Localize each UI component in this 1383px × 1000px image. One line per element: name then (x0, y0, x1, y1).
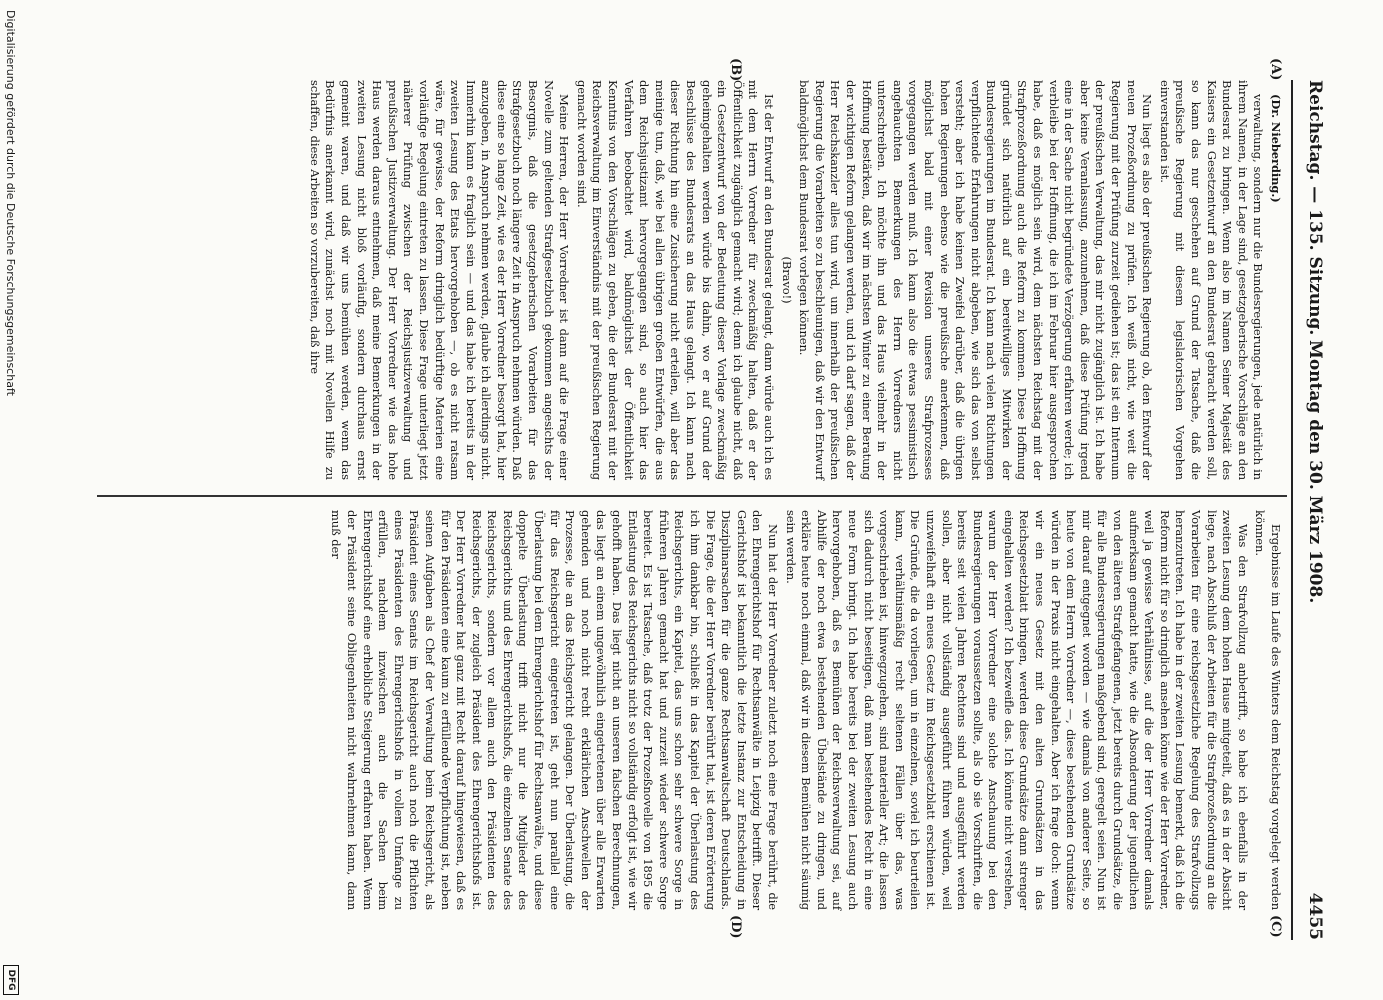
left-column (63, 80, 1283, 480)
marker-c: (C) (1268, 915, 1283, 938)
marker-b: (B) (728, 58, 743, 82)
marker-a: (A) (1268, 58, 1283, 81)
funding-notice: Digitalisierung gefördert durch die Deutsche Forschungsgemeinschaft (4, 10, 17, 396)
applause-note: (Bravo!) (779, 256, 794, 304)
left-paragraph: Nun liegt es also der preußischen Regierung ob, den Entwurf der neuen Prozeßordnung zu prüfen. Ich weiß nicht, wie weit die Regierung mit der Prüfung zurzeit gediehen ist; das ist ein Internum der preußischen Verwaltung, das mir nicht zugänglich ist. Ich habe aber keine Veranlassung, anzunehmen, daß diese Prüfung irgend eine in der Sache nicht begründete Verzögerung erfahren werde; ich verbleibe bei der Hoffnung, die ich im Februar hier ausgesprochen habe, daß es möglich sein wird, dem nächsten Reichstag mit der Strafprozeßordnung auch die Reform zu kommen. Diese Hoffnung gründet sich natürlich auf ein bereitwilliges Mitwirken der Bundesregierungen im Bundesrat. Ich kann nach vielen Richtungen verpflichtende Erfahrungen nicht abgeben, wie sich das von selbst versteht; aber ich habe keinen Zweifel darüber, daß die übrigen hohen Regierungen ebenso wie die preußische anerkennen, daß möglichst bald mit einer Revision unseres Strafprozesses vorgegangen werden muß. Ich kann also die etwas pessimistisch angehauchten Bemerkungen des Herrn Vorredners nicht unterschreiben. Ich möchte ihn und das Haus vielmehr in der Hoffnung bestärken, daß wir im nächsten Winter zu einer Beratung der wichtigen Reform gelangen werden, und ich darf sagen, daß der Herr Reichskanzler alles tun wird, um innerhalb der preußischen Regierung die Vorarbeiten so zu beschleunigen, daß wir den Entwurf baldmöglichst dem Bundesrat vorlegen können. (797, 80, 1155, 480)
left-paragraph: verwaltung, sondern nur die Bundesregierungen, jede natürlich in ihrem Namen, in der Lage sind, gesetzgeberische Vorschläge an den Bundesrat zu bringen. Wenn also im Namen Seiner Majestät des Kaisers ein Gesetzentwurf an den Bundesrat gebracht werden soll, so kann das nur geschehen auf Grund der Tatsache, daß die preußische Regierung mit diesem legislatorischen Vorgehen einverstanden ist. (1157, 80, 1266, 480)
column-divider (97, 495, 1287, 497)
right-paragraph: Nun hat der Herr Vorredner zuletzt noch eine Frage berührt, die den Ehrengerichtshof für Rechtsanwälte in Leipzig betrifft. Dieser Gerichtshof ist bekanntlich die letzte Instanz zur Entscheidung in Disziplinarsachen für die ganze Rechtsanwaltschaft Deutschlands. Die Frage, die der Herr Vorredner berührt hat, ist deren Erörterung ich ihm dankbar bin, schließt in das Kapitel der Überlastung des Reichsgerichts, ein Kapitel, das uns schon sehr schwere Sorge in früheren Jahren gemacht hat und zurzeit wieder schwere Sorge bereitet. Es ist Tatsache, daß trotz der Prozeßnovelle von 1895 die Entlastung des Reichsgerichts nicht so vollständig erfolgt ist, wie wir gehofft haben. Das liegt nicht an unseren falschen Berechnungen, das liegt an einem ungewöhnlich eingetretenen über alle Erwarten gehenden und noch nicht recht erklärlichen Anschwellen der Prozesse, die an das Reichsgericht gelangen. Der Überlastung, die für das Reichsgericht eingetreten ist, geht nun parallel eine Überlastung bei dem Ehrengerichtshof für Rechtsanwälte, und diese doppelte Überlastung trifft nicht nur die Mitglieder des Reichsgerichts und des Ehrengerichtshofs, die einzelnen Senate des Reichsgerichts, sondern vor allem auch den Präsidenten des Reichsgerichts, der zugleich Präsident des Ehrengerichtshofs ist. Der Herr Vorredner hat ganz mit Recht darauf hingewiesen, daß es für den Präsidenten eine kaum zu erfüllende Verpflichtung ist, neben seinen Aufgaben als Chef der Verwaltung beim Reichsgericht, als Präsident eines Senats im Reichsgericht auch noch die Pflichten eines Präsidenten des Ehrengerichtshofs in vollem Umfange zu erfüllen, nachdem inzwischen auch die Sachen beim Ehrengerichtshof eine erhebliche Steigerung erfahren haben. Wenn der Präsident seine Obliegenheiten nicht wahrnehmen kann, dann muß der (329, 510, 780, 910)
left-paragraph: Meine Herren, der Herr Vorredner ist dann auf die Frage einer Novelle zum geltenden Strafgesetzbuch gekommen angesichts der Besorgnis, daß die gesetzgeberischen Vorarbeiten für das Strafgesetzbuch noch längere Zeit in Anspruch nehmen würden. Daß diese eine so lange Zeit, wie es der Herr Vorredner besorgt hat, hier anzugeben, in Anspruch nehmen werden, glaube ich allerdings nicht. Immerhin kann es fraglich sein — und das habe ich bereits in der zweiten Lesung des Etats hervorgehoben —, ob es nicht ratsam wäre, für gewisse, der Reform dringlich bedürftige Materien eine vorläufige Regelung eintreten zu lassen. Diese Frage unterliegt jetzt näherer Prüfung zwischen der Reichsjustizverwaltung und preußischen Justizverwaltung. Der Herr Vorredner wie das hohe Haus werden daraus entnehmen, daß meine Bemerkungen in der zweiten Lesung nicht bloß vorläufig, sondern durchaus ernst gemeint waren, und daß wir uns bemühen werden, wenn das Bedürfnis anerkannt wird, zunächst noch mit Novellen Hilfe zu schaffen, diese Arbeiten so vorzubereiten, daß ihre (307, 80, 572, 480)
left-paragraph: Ist der Entwurf an den Bundesrat gelangt, dann würde auch ich es mit dem Herrn Vorredner für zweckmäßig halten, daß er der Öffentlichkeit zugänglich gemacht wird; denn ich glaube nicht, daß ein Gesetzentwurf von der Bedeutung dieser Vorlage zweckmäßig geheimgehalten werden würde bis dahin, wo er auf Grund der Beschlüsse des Bundesrats an das Haus gelangt. Ich kann nach dieser Richtung hin eine Zusicherung nicht erteilen, will aber das meinige tun, daß, wie bei allen übrigen großen Entwürfen, die aus dem Reichsjustizamt hervorgegangen sind, so auch hier das Verfahren beobachtet wird, baldmöglichst der Öffentlichkeit Kenntnis von den Vorschlägen zu geben, die der Bundesrat mit der Reichsverwaltung im Einverständnis mit der preußischen Regierung gemacht worden sind. (574, 80, 776, 480)
speaker-name: (Dr. Nieberding.) (1269, 94, 1283, 203)
marker-d: (D) (728, 915, 743, 939)
header-left-title: Reichstag. — 135. Sitzung. (1305, 80, 1325, 336)
right-paragraph: Ergebnisse im Laufe des Winters dem Reichstag vorgelegt werden können. (1253, 510, 1283, 910)
dfg-logo: DFG (3, 965, 19, 995)
right-paragraph: Was den Strafvollzug anbetrifft, so habe ich ebenfalls in der zweiten Lesung dem hohen Hause mitgeteilt, daß es in der Absicht liege, nach Abschluß der Arbeiten für die Strafprozeßordnung an die Vorarbeiten für eine reichsgesetzliche Regelung des Strafvollzugs heranzutreten. Ich habe in der zweiten Lesung bemerkt, daß ich die Reform nicht für so dringlich ansehen könne wie der Herr Vorredner, weil ja gewisse Verhältnisse, auf die der Herr Vorredner damals aufmerksam gemacht hatte, wie die Absonderung der jugendlichen von den älteren Strafgefangenen, jetzt bereits durch Grundsätze, die für alle Bundesregierungen maßgebend sind, geregelt seien. Nun ist mir darauf entgegnet worden — wie damals von anderer Seite, so heute von dem Herrn Vorredner —, diese bestehenden Grundsätze würden in der Praxis nicht eingehalten. Aber ich frage doch: wenn wir ein neues Gesetz mit den alten Grundsätzen in das Reichsgesetzblatt bringen, werden diese Grundsätze dann strenger eingehalten werden? Ich bezweifle das. Ich könnte nicht verstehen, warum der Herr Vorredner eine solche Anschauung bei den Bundesregierungen voraussetzen sollte, als ob sie Vorschriften, die bereits seit vielen Jahren Rechtens sind und ausgeführt werden sollen, aber nicht vollständig ausgeführt führen würden, weil unzweifelhaft ein neues Gesetz im Reichsgesetzblatt erschienen ist. Die Gründe, die da vorliegen, um in einzelnen, soviel ich beurteilen kann, verhältnismäßig recht seltenen Fällen über das, was vorgeschrieben ist, hinwegzugehen, sind materieller Art; die lassen sich dadurch nicht beseitigen, daß man bestehendes Recht in eine neue Form bringt. Ich habe bereits bei der zweiten Lesung auch hervorgehoben, daß es Bemühen der Reichsverwaltung sei, auf Abhilfe der noch etwa bestehenden Übelstände zu dringen, und erkläre heute noch einmal, daß wir in diesem Bemühen nicht säumig sein werden. (783, 510, 1250, 910)
right-column (63, 510, 1283, 910)
page-number: 4455 (1305, 892, 1325, 940)
header-date: Montag den 30. März 1908. (1305, 340, 1325, 604)
page-header (1291, 80, 1333, 940)
